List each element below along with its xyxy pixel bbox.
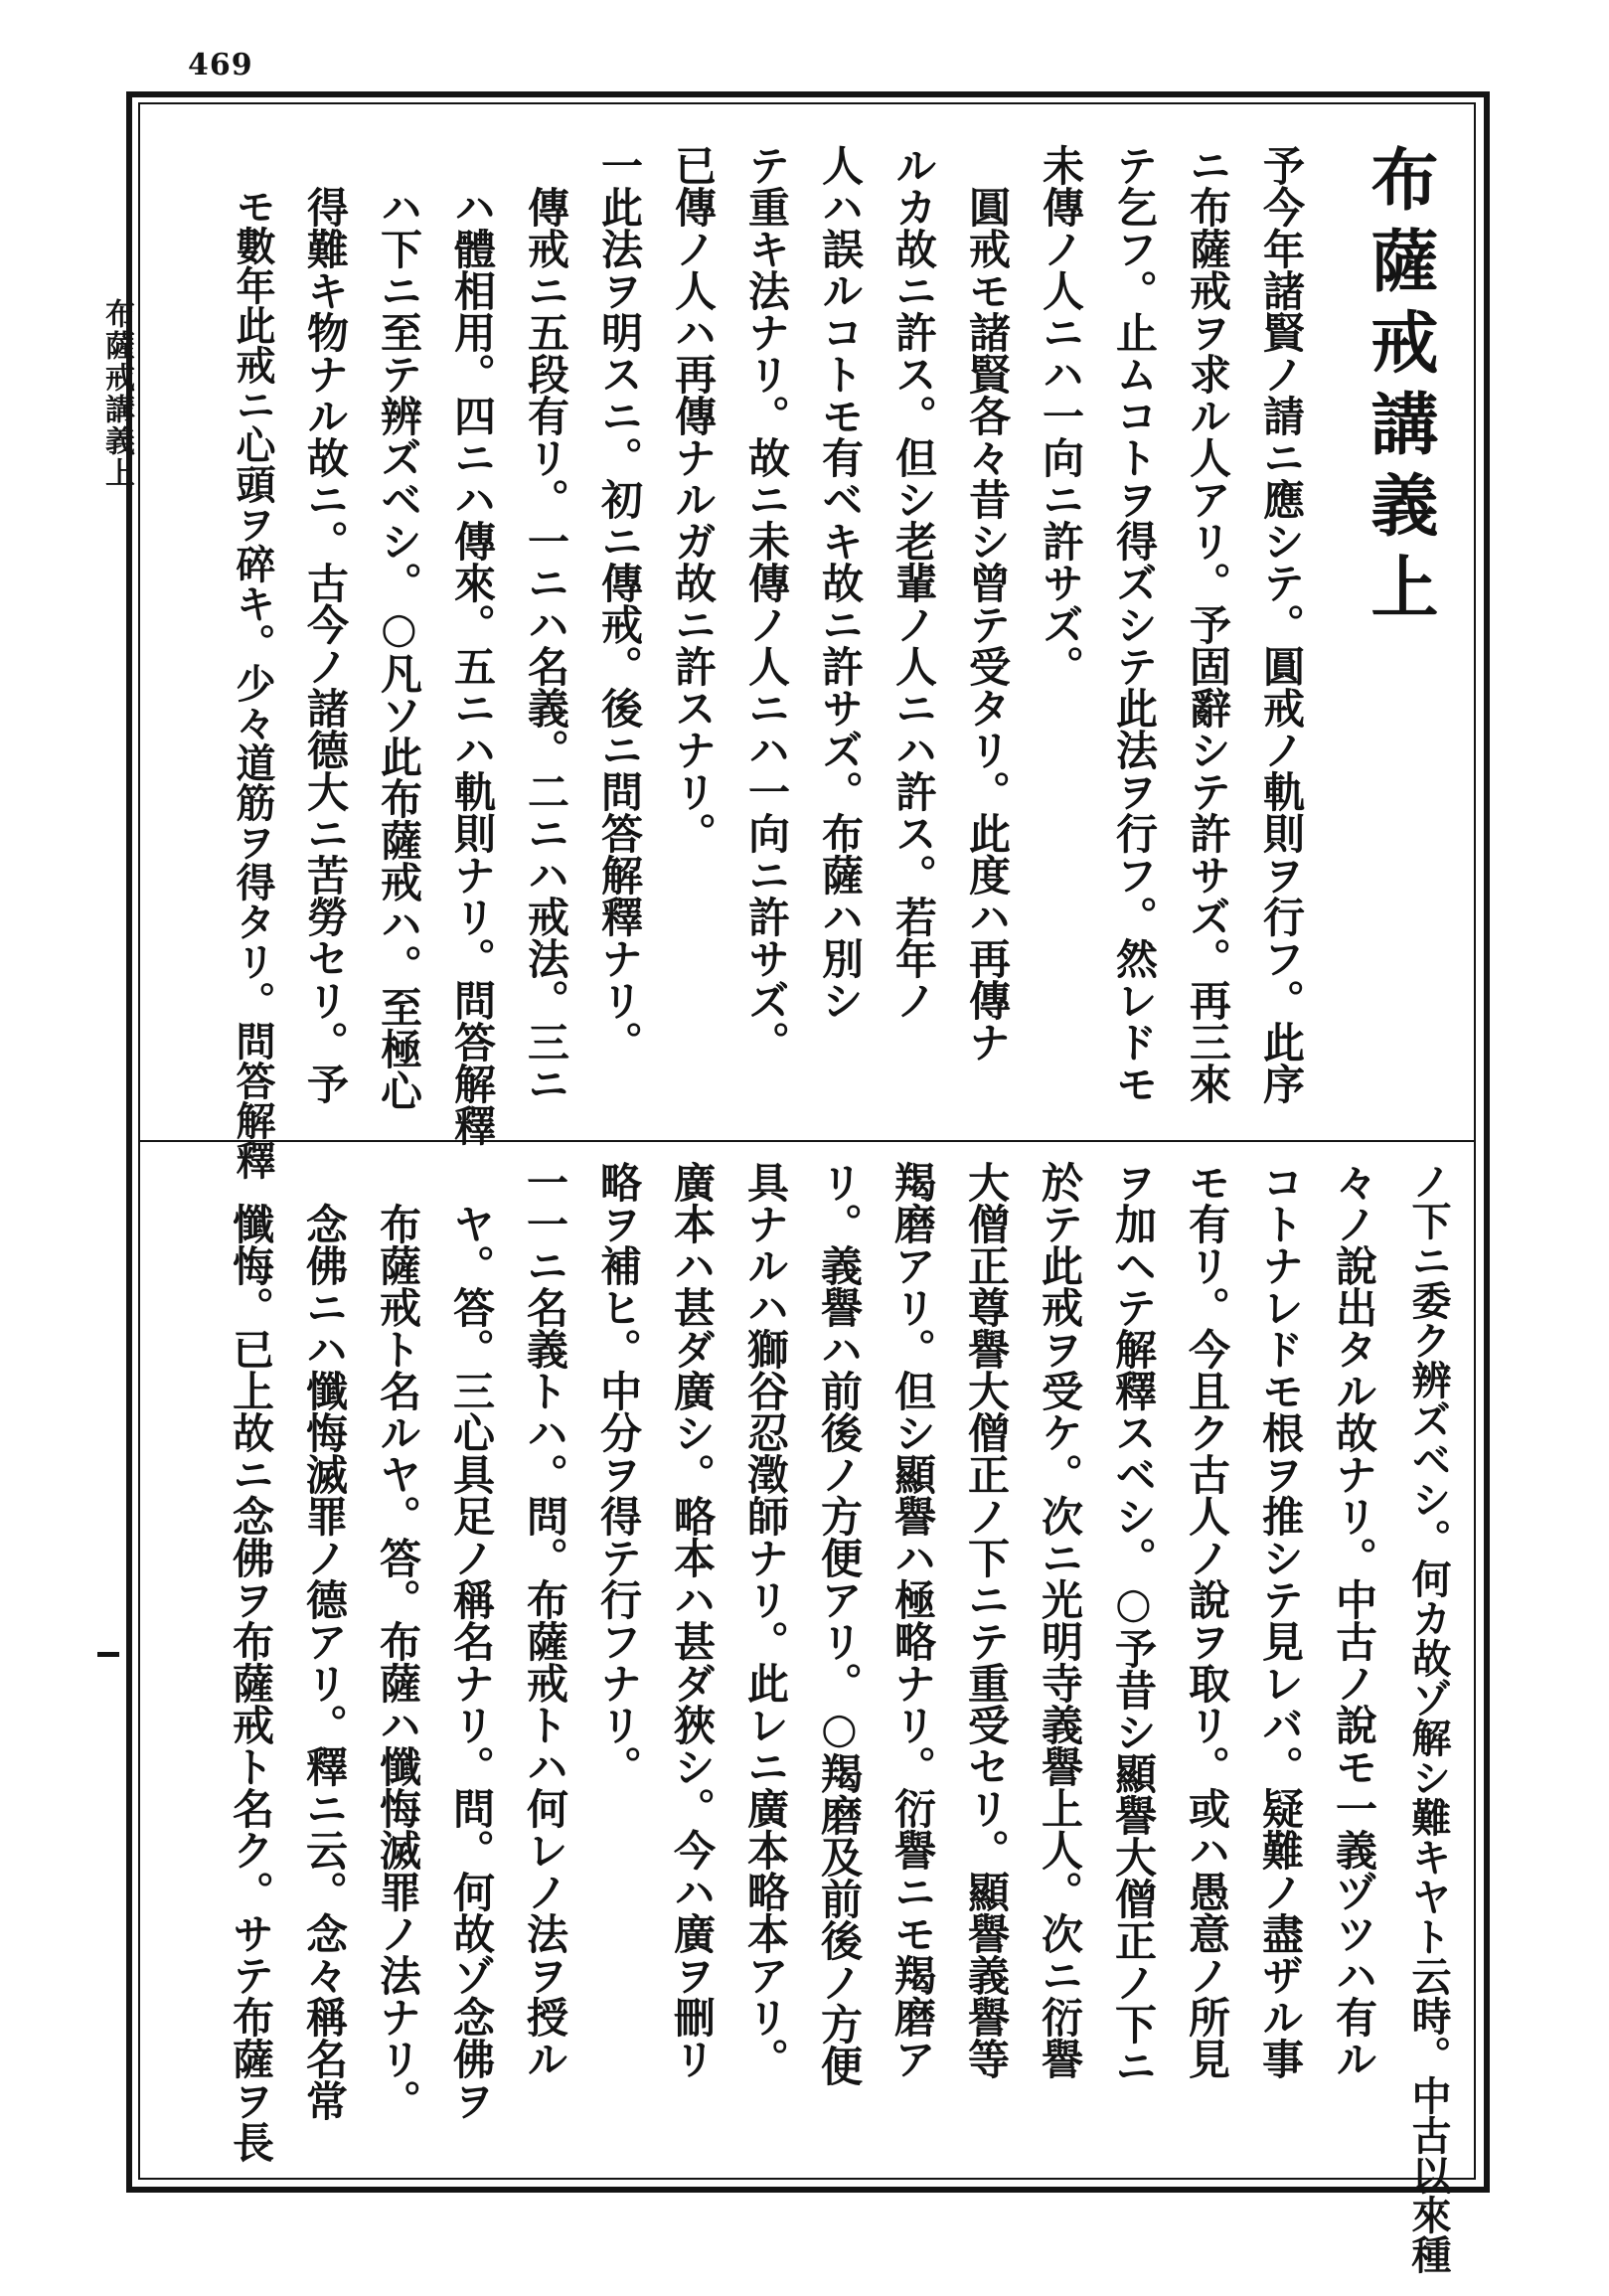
text-column: 予今年諸賢ノ請ニ應シテ。圓戒ノ軌則ヲ行フ。此序 — [1257, 144, 1306, 1104]
text-column: ヲ加ヘテ解釋スベシ。○予昔シ顯譽大僧正ノ下ニ — [1109, 1161, 1158, 2086]
text-column: 已傳ノ人ハ再傳ナルガ故ニ許スナリ。 — [669, 144, 718, 854]
lower-band — [198, 1161, 1452, 2274]
running-head: 布薩戒講義上 — [99, 298, 134, 489]
text-column: ハ體相用。四ニハ傳來。五ニハ軌則ナリ。問答解釋 — [448, 186, 497, 1146]
text-column: 一一ニ名義トハ。問。布薩戒トハ何レノ法ヲ授ル — [521, 1161, 569, 2079]
text-column: 於テ此戒ヲ受ケ。次ニ光明寺義譽上人。次ニ衍譽 — [1036, 1161, 1084, 2079]
text-column: 略ヲ補ヒ。中分ヲ得テ行フナリ。 — [594, 1161, 643, 1787]
text-column: 羯磨アリ。但シ顯譽ハ極略ナリ。衍譽ニモ羯磨ア — [888, 1161, 937, 2079]
text-column: 念佛ニハ懺悔滅罪ノ德アリ。釋ニ云。念々稱名常 — [300, 1203, 349, 2121]
text-column: 圓戒モ諸賢各々昔シ曾テ受タリ。此度ハ再傳ナ — [963, 186, 1012, 1063]
text-column: ヤ。答。三心具足ノ稱名ナリ。問。何故ゾ念佛ヲ — [447, 1203, 496, 2121]
text-column: 懺悔。已上故ニ念佛ヲ布薩戒ト名ク。サテ布薩ヲ長 — [227, 1203, 275, 2163]
text-column: ルカ故ニ許ス。但シ老輩ノ人ニハ許ス。若年ノ — [889, 144, 938, 1021]
margin-mark — [97, 1652, 119, 1657]
text-column: 布薩戒ト名ルヤ。答。布薩ハ懺悔滅罪ノ法ナリ。 — [374, 1203, 422, 2121]
text-column: リ。義譽ハ前後ノ方便アリ。○羯磨及前後ノ方便 — [815, 1161, 864, 2086]
text-column: テ重キ法ナリ。故ニ未傳ノ人ニハ一向ニ許サズ。 — [742, 144, 791, 1063]
text-column: モ有リ。今且ク古人ノ說ヲ取リ。或ハ愚意ノ所見 — [1183, 1161, 1231, 2079]
text-column: ノ下ニ委ク辨ズベシ。何カ故ゾ解シ難キヤト云時。中古以來種 — [1405, 1161, 1452, 2274]
text-column: コトナレドモ根ヲ推シテ見レバ。疑難ノ盡ザル事 — [1256, 1161, 1305, 2079]
chapter-title: 布薩戒講義上 — [1360, 144, 1439, 633]
upper-band — [199, 144, 1448, 1180]
text-column: モ數年此戒ニ心頭ヲ碎キ。少々道筋ヲ得タリ。問答解釋 — [230, 186, 276, 1180]
text-column: テ乞フ。止ムコトヲ得ズシテ此法ヲ行フ。然レドモ — [1110, 144, 1159, 1104]
text-column: 廣本ハ甚ダ廣シ。略本ハ甚ダ狹シ。今ハ廣ヲ刪リ — [668, 1161, 717, 2079]
text-column: 傳戒ニ五段有リ。一ニハ名義。二ニハ戒法。三ニ — [522, 186, 570, 1104]
text-column: ハ下ニ至テ辨ズベシ。○凡ソ此布薩戒ハ。至極心 — [375, 186, 423, 1111]
text-column: 得難キ物ナル故ニ。古今ノ諸德大ニ苦勞セリ。予 — [301, 186, 350, 1104]
text-column: 々ノ說出タル故ナリ。中古ノ說モ一義ヅツハ有ル — [1330, 1161, 1378, 2079]
text-column: 大僧正尊譽大僧正ノ下ニテ重受セリ。顯譽義譽等 — [962, 1161, 1011, 2079]
text-column: ニ布薩戒ヲ求ル人アリ。予固辭シテ許サズ。再三來 — [1184, 144, 1232, 1104]
text-column: 人ハ誤ルコトモ有ベキ故ニ許サズ。布薩ハ別シ — [816, 144, 865, 1021]
band-divider — [140, 1140, 1474, 1142]
text-column: 未傳ノ人ニハ一向ニ許サズ。 — [1037, 144, 1085, 687]
text-column: 具ナルハ獅谷忍澂師ナリ。此レニ廣本略本アリ。 — [741, 1161, 790, 2079]
text-column: 一此法ヲ明スニ。初ニ傳戒。後ニ問答解釋ナリ。 — [595, 144, 644, 1063]
page-number: 469 — [188, 48, 253, 82]
